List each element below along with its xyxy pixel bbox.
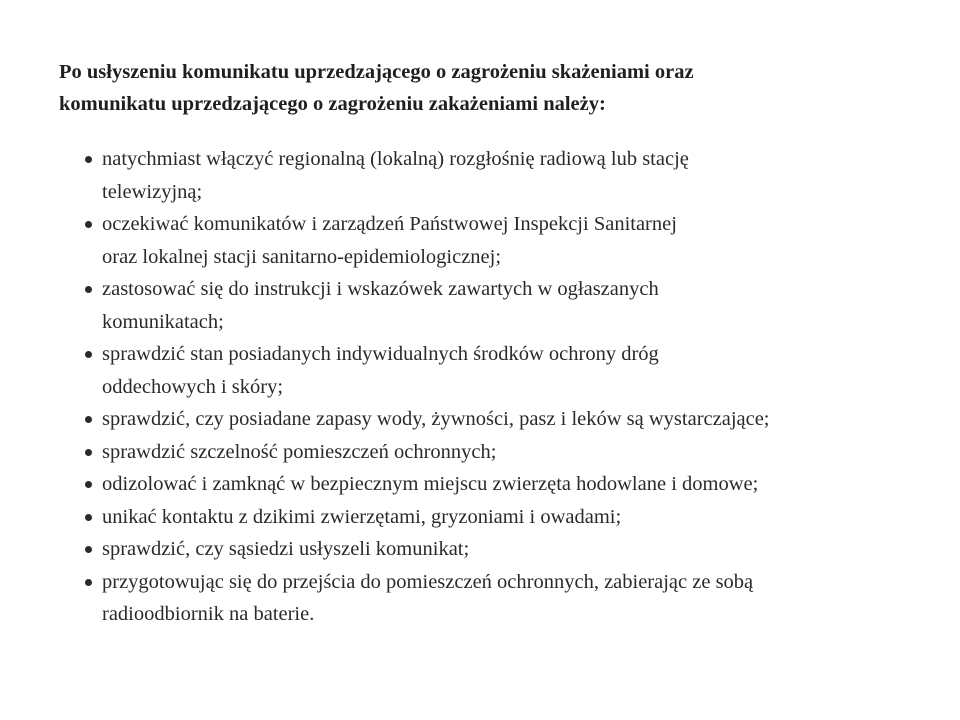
bullet-icon [85, 449, 92, 456]
list-item [59, 273, 939, 338]
bullet-icon [85, 221, 92, 228]
bullet-icon [85, 156, 92, 163]
list-item-line-1: sprawdzić, czy posiadane zapasy wody, żywności, pasz i leków są wystarczające; [102, 408, 770, 430]
list-item-line-1: sprawdzić szczelność pomieszczeń ochronnych; [102, 440, 497, 463]
list-item-line-1: odizolować i zamknąć w bezpiecznym miejscu zwierzęta hodowlane i domowe; [102, 473, 759, 495]
bullet-icon [85, 481, 92, 488]
list-item [59, 566, 939, 631]
list-item-line-1: zastosować się do instrukcji i wskazówek zawartych w ogłaszanych [102, 278, 659, 300]
list-item [59, 208, 939, 273]
bullet-icon [85, 286, 92, 293]
list-item-line-1: unikać kontaktu z dzikimi zwierzętami, gryzoniami i owadami; [102, 505, 622, 528]
heading [59, 56, 939, 120]
list-item-line-1: natychmiast włączyć regionalną (lokalną) rozgłośnię radiową lub stację [102, 148, 689, 170]
list-item [59, 143, 939, 208]
bullet-icon [85, 416, 92, 423]
list-item-line-2: oddechowych i skóry; [102, 375, 284, 398]
list-item-line-1: sprawdzić, czy sąsiedzi usłyszeli komunikat; [102, 538, 470, 560]
heading-line-2: komunikatu uprzedzającego o zagrożeniu zakażeniami należy: [59, 93, 606, 115]
bullet-list [59, 143, 939, 631]
list-item [59, 403, 939, 436]
list-item-line-2: oraz lokalnej stacji sanitarno-epidemiologicznej; [102, 245, 502, 268]
heading-line-1: Po usłyszeniu komunikatu uprzedzającego o zagrożeniu skażeniami oraz [59, 61, 694, 83]
list-item-line-2: radioodbiornik na baterie. [102, 603, 315, 625]
bullet-icon [85, 514, 92, 521]
bullet-icon [85, 579, 92, 586]
bullet-icon [85, 546, 92, 553]
list-item-line-1: oczekiwać komunikatów i zarządzeń Państwowej Inspekcji Sanitarnej [102, 213, 677, 235]
list-item-line-2: komunikatach; [102, 310, 224, 333]
list-item-line-1: sprawdzić stan posiadanych indywidualnych środków ochrony dróg [102, 343, 659, 365]
list-item [59, 338, 939, 403]
list-item [59, 436, 939, 469]
list-item [59, 468, 939, 501]
list-item-line-1: przygotowując się do przejścia do pomieszczeń ochronnych, zabierając ze sobą [102, 570, 754, 593]
document-page [59, 56, 939, 631]
bullet-icon [85, 351, 92, 358]
list-item [59, 501, 939, 534]
list-item [59, 533, 939, 566]
list-item-line-2: telewizyjną; [102, 180, 203, 203]
